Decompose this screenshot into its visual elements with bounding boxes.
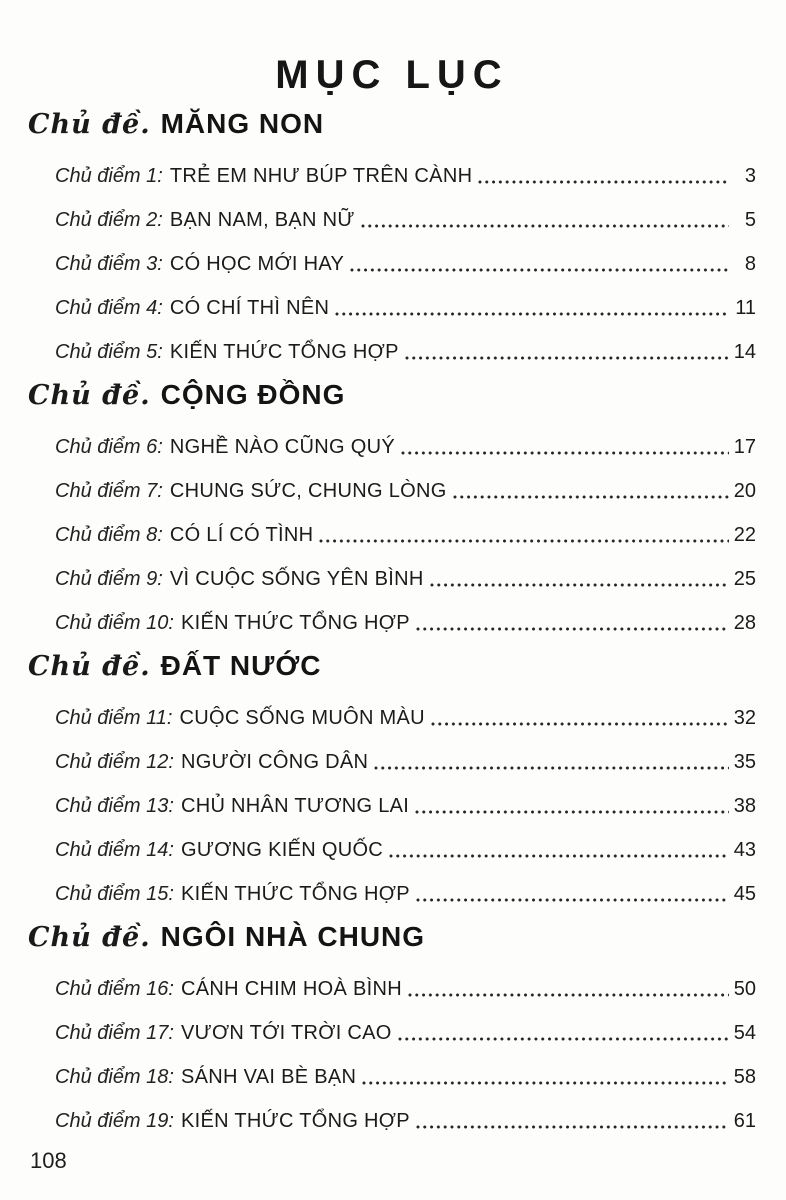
entry-title: CHỦ NHÂN TƯƠNG LAI xyxy=(180,794,410,817)
entry-page-number: 50 xyxy=(733,977,756,1000)
toc-entry xyxy=(28,330,756,374)
dot-leader xyxy=(453,495,729,499)
dot-leader xyxy=(362,1081,729,1085)
toc-entry xyxy=(28,198,756,242)
entry-title: VÌ CUỘC SỐNG YÊN BÌNH xyxy=(169,567,424,590)
entry-prefix: Chủ điểm 17: xyxy=(55,1021,174,1044)
entry-title: VƯƠN TỚI TRỜI CAO xyxy=(180,1021,392,1044)
entry-prefix: Chủ điểm 13: xyxy=(55,794,174,817)
entry-page-number: 8 xyxy=(744,252,756,275)
toc-entry xyxy=(28,696,756,740)
entry-title: CÁNH CHIM HOÀ BÌNH xyxy=(180,977,402,1000)
dot-leader xyxy=(478,180,729,184)
toc-entry xyxy=(28,154,756,198)
entry-prefix: Chủ điểm 3: xyxy=(55,252,163,275)
toc-entry xyxy=(28,1011,756,1055)
entry-page-number: 58 xyxy=(733,1065,756,1088)
entry-prefix: Chủ điểm 14: xyxy=(55,838,174,861)
dot-leader xyxy=(398,1037,729,1041)
section-header-mang-non xyxy=(28,108,756,152)
entry-title: SÁNH VAI BÈ BẠN xyxy=(180,1065,357,1088)
entry-prefix: Chủ điểm 19: xyxy=(55,1109,174,1132)
entry-title: KIẾN THỨC TỔNG HỢP xyxy=(180,1109,410,1132)
dot-leader xyxy=(335,312,729,316)
section-label-prefix: Chủ đề. xyxy=(28,380,151,411)
entry-prefix: Chủ điểm 12: xyxy=(55,750,174,773)
entry-prefix: Chủ điểm 16: xyxy=(55,977,174,1000)
page-title: MỤC LỤC xyxy=(275,53,509,97)
dot-leader xyxy=(361,224,729,228)
entry-prefix: Chủ điểm 15: xyxy=(55,882,174,905)
toc-entry xyxy=(28,872,756,916)
entry-page-number: 35 xyxy=(733,750,756,773)
entry-prefix: Chủ điểm 5: xyxy=(55,340,163,363)
section-label-prefix: Chủ đề. xyxy=(28,922,151,953)
toc-entry xyxy=(28,1055,756,1099)
entry-page-number: 11 xyxy=(735,296,756,319)
toc-entry xyxy=(28,1099,756,1143)
dot-leader xyxy=(408,993,729,997)
toc-entry xyxy=(28,828,756,872)
entry-page-number: 5 xyxy=(744,208,756,231)
entry-title: BẠN NAM, BẠN NỮ xyxy=(169,208,355,231)
entry-page-number: 14 xyxy=(733,340,756,363)
entry-title: CUỘC SỐNG MUÔN MÀU xyxy=(179,706,425,729)
entry-title: NGƯỜI CÔNG DÂN xyxy=(180,750,369,773)
entry-page-number: 3 xyxy=(744,164,756,187)
entry-page-number: 38 xyxy=(733,794,756,817)
entry-prefix: Chủ điểm 2: xyxy=(55,208,163,231)
toc-entry xyxy=(28,286,756,330)
entry-page-number: 28 xyxy=(733,611,756,634)
toc-entry xyxy=(28,601,756,645)
toc-entry xyxy=(28,740,756,784)
section-name: NGÔI NHÀ CHUNG xyxy=(160,921,426,952)
entry-prefix: Chủ điểm 9: xyxy=(55,567,163,590)
entry-prefix: Chủ điểm 4: xyxy=(55,296,163,319)
entry-title: KIẾN THỨC TỔNG HỢP xyxy=(180,611,410,634)
entry-page-number: 54 xyxy=(733,1021,756,1044)
toc-entry xyxy=(28,469,756,513)
section-header-dat-nuoc xyxy=(28,650,756,694)
entry-prefix: Chủ điểm 6: xyxy=(55,435,163,458)
toc-entry xyxy=(28,784,756,828)
dot-leader xyxy=(416,627,729,631)
dot-leader xyxy=(374,766,729,770)
toc-entry xyxy=(28,425,756,469)
dot-leader xyxy=(401,451,729,455)
toc-entry xyxy=(28,967,756,1011)
entry-page-number: 22 xyxy=(733,523,756,546)
dot-leader xyxy=(319,539,729,543)
toc-entry xyxy=(28,557,756,601)
dot-leader xyxy=(350,268,729,272)
section-label-prefix: Chủ đề. xyxy=(28,109,151,140)
dot-leader xyxy=(405,356,729,360)
entry-prefix: Chủ điểm 11: xyxy=(55,706,173,729)
section-header-cong-dong xyxy=(28,379,756,423)
section-name: ĐẤT NƯỚC xyxy=(160,650,322,681)
entry-page-number: 17 xyxy=(733,435,756,458)
entry-title: CÓ LÍ CÓ TÌNH xyxy=(169,523,314,546)
entry-title: KIẾN THỨC TỔNG HỢP xyxy=(180,882,410,905)
section-label-prefix: Chủ đề. xyxy=(28,651,151,682)
section-name: MĂNG NON xyxy=(160,108,325,139)
entry-page-number: 45 xyxy=(733,882,756,905)
entry-title: CÓ CHÍ THÌ NÊN xyxy=(169,296,330,319)
entry-page-number: 25 xyxy=(733,567,756,590)
entry-page-number: 20 xyxy=(733,479,756,502)
entry-prefix: Chủ điểm 1: xyxy=(55,164,163,187)
entry-title: CHUNG SỨC, CHUNG LÒNG xyxy=(169,479,447,502)
toc-entry xyxy=(28,242,756,286)
folio-page-number: 108 xyxy=(30,1148,67,1173)
entry-prefix: Chủ điểm 8: xyxy=(55,523,163,546)
entry-title: CÓ HỌC MỚI HAY xyxy=(169,252,345,275)
entry-prefix: Chủ điểm 10: xyxy=(55,611,174,634)
section-header-ngoi-nha-chung xyxy=(28,921,756,965)
dot-leader xyxy=(416,898,729,902)
toc-entry xyxy=(28,513,756,557)
entry-title: NGHỀ NÀO CŨNG QUÝ xyxy=(169,435,395,458)
entry-title: TRẺ EM NHƯ BÚP TRÊN CÀNH xyxy=(169,164,473,187)
dot-leader xyxy=(430,583,729,587)
dot-leader xyxy=(431,722,729,726)
entry-title: KIẾN THỨC TỔNG HỢP xyxy=(169,340,399,363)
dot-leader xyxy=(389,854,729,858)
entry-page-number: 61 xyxy=(733,1109,756,1132)
entry-prefix: Chủ điểm 7: xyxy=(55,479,163,502)
entry-page-number: 32 xyxy=(733,706,756,729)
section-name: CỘNG ĐỒNG xyxy=(160,379,346,410)
entry-page-number: 43 xyxy=(733,838,756,861)
entry-prefix: Chủ điểm 18: xyxy=(55,1065,174,1088)
dot-leader xyxy=(415,810,729,814)
dot-leader xyxy=(416,1125,729,1129)
entry-title: GƯƠNG KIẾN QUỐC xyxy=(180,838,384,861)
